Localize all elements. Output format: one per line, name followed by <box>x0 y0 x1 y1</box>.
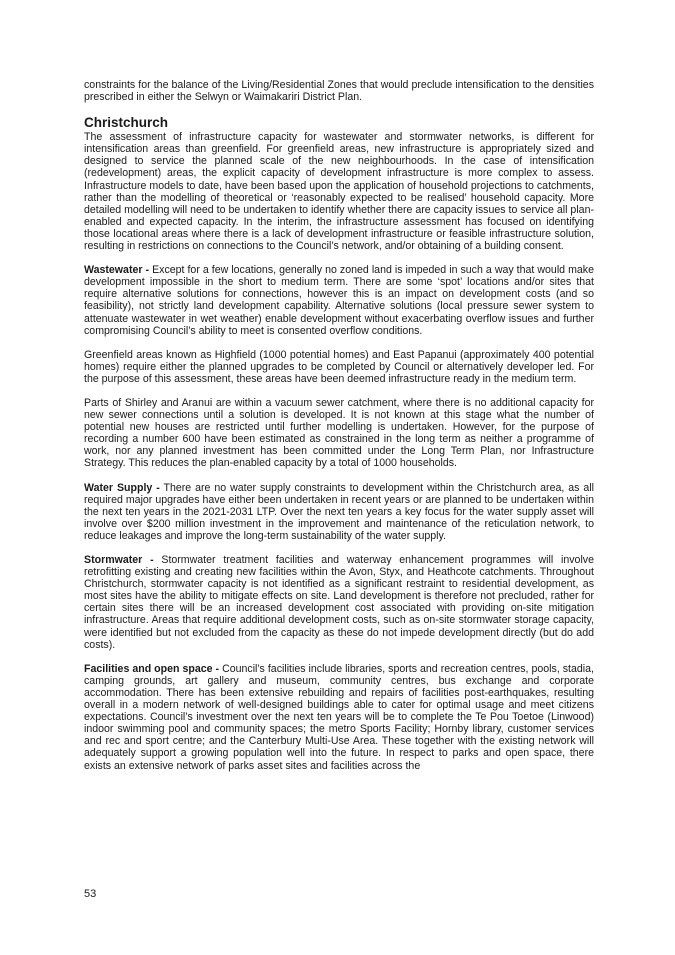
intro-paragraph: constraints for the balance of the Living/Residential Zones that would preclude intensification to the densities prescribed in either the Selwyn or Waimakariri District Plan. <box>84 79 594 104</box>
facilities-lead: Facilities and open space - <box>84 662 220 675</box>
wastewater-lead: Wastewater - <box>84 264 150 277</box>
document-body <box>84 79 594 784</box>
christchurch-paragraph: The assessment of infrastructure capacity for wastewater and stormwater networks, is different for intensification areas than greenfield. For greenfield areas, new infrastructure is appropriately sized and designed to service the planned scale of the new neighbourhoods. In the case of intensification (redevelopment) areas, the explicit capacity of development infrastructure is more complex to assess. Infrastructure models to date, have been based upon the application of household projections to catchments, rather than the modelling of theoretical or ‘reasonably expected to be realised’ household capacity. More detailed modelling will need to be undertaken to identify whether there are capacity issues to service all plan-enabled and expected capacity. In the interim, the infrastructure assessment has focused on identifying those locational areas where there is a lack of development infrastructure or feasible infrastructure solution, resulting in restrictions on connections to the Council’s network, and/or obtaining of a building consent. <box>84 131 594 253</box>
stormwater-paragraph <box>84 554 594 651</box>
facilities-paragraph <box>84 663 594 772</box>
wastewater-text: Except for a few locations, generally no zoned land is impeded in such a way that would make development impossible in the short to medium term. There are some ‘spot’ locations and/or sites that require alternative solutions for connections, however this is an impact on development costs (and so feasibility), not strictly land development capability. Alternative solutions (local pressure sewer system to attenuate wastewater in wet weather) enable development without exacerbating overflow issues and further compromising Council’s ability to meet is consented overflow conditions. <box>84 264 594 337</box>
shirley-aranui-paragraph: Parts of Shirley and Aranui are within a vacuum sewer catchment, where there is no additional capacity for new sewer connections until a solution is developed. It is not known at this stage what the number of potential new houses are restricted until further modelling is undertaken. However, for the purpose of recording a number 600 have been estimated as constrained in the long term as neither a programme of work, nor any planned investment has been committed under the Long Term Plan, nor Infrastructure Strategy. This reduces the plan-enabled capacity by a total of 1000 households. <box>84 396 594 470</box>
facilities-text: Council’s facilities include libraries, sports and recreation centres, pools, stadia, camping grounds, art gallery and museum, community centres, bus exchange and corporate accommodation. There has been extensive rebuilding and repairs of facilities post-earthquakes, resulting overall in a modern network of well-designed buildings able to cater for optimal usage and meet citizens expectations. Council’s investment over the next ten years will be to complete the Te Pou Toetoe (Linwood) indoor swimming pool and community spaces; the metro Sports Facility; Hornby library, customer services and rec and sport centre; and the Canterbury Multi-Use Area. These together with the existing network will adequately support a growing population well into the future. In respect to parks and open space, there exists an extensive network of parks asset sites and facilities across the <box>84 662 594 772</box>
water-supply-paragraph <box>84 482 594 542</box>
stormwater-lead: Stormwater - <box>84 554 154 566</box>
stormwater-text: Stormwater treatment facilities and waterway enhancement programmes will involve retrofitting existing and creating new facilities within the Avon, Styx, and Heathcote catchments. Throughout Christchurch, stormwater capacity is not identified as a significant restraint to residential development, as most sites have the ability to mitigate effects on site. Land development is therefore not precluded, rather for certain sites there will be an increased development cost associated with providing on-site mitigation infrastructure. Areas that require additional development costs, such as on-site stormwater storage capacity, were identified but not excluded from the capacity as these do not impede development directly (but do add costs). <box>84 554 594 651</box>
page-number: 53 <box>84 888 97 900</box>
section-heading-christchurch: Christchurch <box>84 115 169 131</box>
water-supply-text: There are no water supply constraints to development within the Christchurch area, as all required major upgrades have either been undertaken in recent years or are planned to be undertaken within the next ten years in the 2021-2031 LTP. Over the next ten years a key focus for the water supply asset will involve over $200 million investment in the improvement and maintenance of the reticulation network, to reduce leakages and improve the long-term sustainability of the water supply. <box>84 481 594 542</box>
water-supply-lead: Water Supply - <box>84 481 160 494</box>
wastewater-paragraph <box>84 264 594 337</box>
greenfield-paragraph: Greenfield areas known as Highfield (1000 potential homes) and East Papanui (approximately 400 potential homes) require either the planned upgrades to be completed by Council or alternatively developer led. For the purpose of this assessment, these areas have been deemed infrastructure ready in the medium term. <box>84 348 594 385</box>
